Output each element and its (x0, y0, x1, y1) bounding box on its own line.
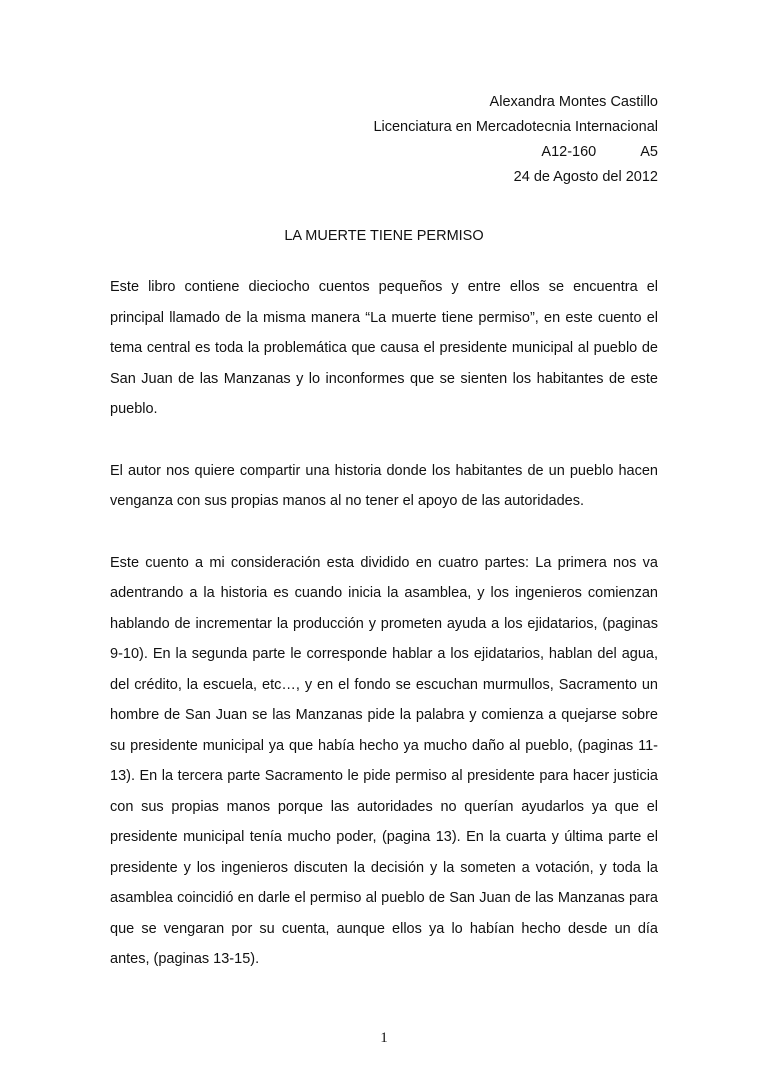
page-number: 1 (380, 1030, 388, 1046)
student-id-line (373, 140, 658, 165)
student-id: A12-160 (541, 144, 597, 160)
paragraph: Este cuento a mi consideración esta dividido en cuatro partes: La primera nos va adentrando a la historia es cuando inicia la asamblea, y los ingenieros comienzan hablando de incrementar la producción y prometen ayuda a los ejidatarios, (paginas 9-10). En la segunda parte le corresponde hablar a los ejidatarios, hablan del agua, del crédito, la escuela, etc…, y en el fondo se escuchan murmullos, Sacramento un hombre de San Juan se las Manzanas pide la palabra y comienza a quejarse sobre su presidente municipal ya que había hecho ya mucho daño al pueblo, (paginas 11-13). En la tercera parte Sacramento le pide permiso al presidente para hacer justicia con sus propias manos porque las autoridades no querían ayudarlos ya que el presidente municipal tenía mucho poder, (pagina 13). En la cuarta y última parte el presidente y los ingenieros discuten la decisión y la someten a votación, y toda la asamblea coincidió en darle el permiso al pueblo de San Juan de las Manzanas para que se vengaran por su cuenta, aunque ellos ya lo habían hecho desde un día antes, (paginas 13-15). (110, 554, 658, 967)
paragraph: Este libro contiene dieciocho cuentos pequeños y entre ellos se encuentra el principal llamado de la misma manera “La muerte tiene permiso”, en este cuento el tema central es toda la problemática que causa el presidente municipal al pueblo de San Juan de las Manzanas y lo inconformes que se sienten los habitantes de este pueblo. (110, 279, 658, 417)
degree-program: Licenciatura en Mercadotecnia Internacional (373, 119, 658, 135)
document-title: LA MUERTE TIENE PERMISO (284, 228, 484, 244)
document-body (110, 272, 658, 1006)
author-name: Alexandra Montes Castillo (489, 94, 658, 110)
paragraph: El autor nos quiere compartir una historia donde los habitantes de un pueblo hacen venganza con sus propias manos al no tener el apoyo de las autoridades. (110, 462, 658, 509)
document-header (373, 90, 658, 190)
group-code: A5 (640, 144, 658, 160)
document-date: 24 de Agosto del 2012 (513, 169, 658, 185)
